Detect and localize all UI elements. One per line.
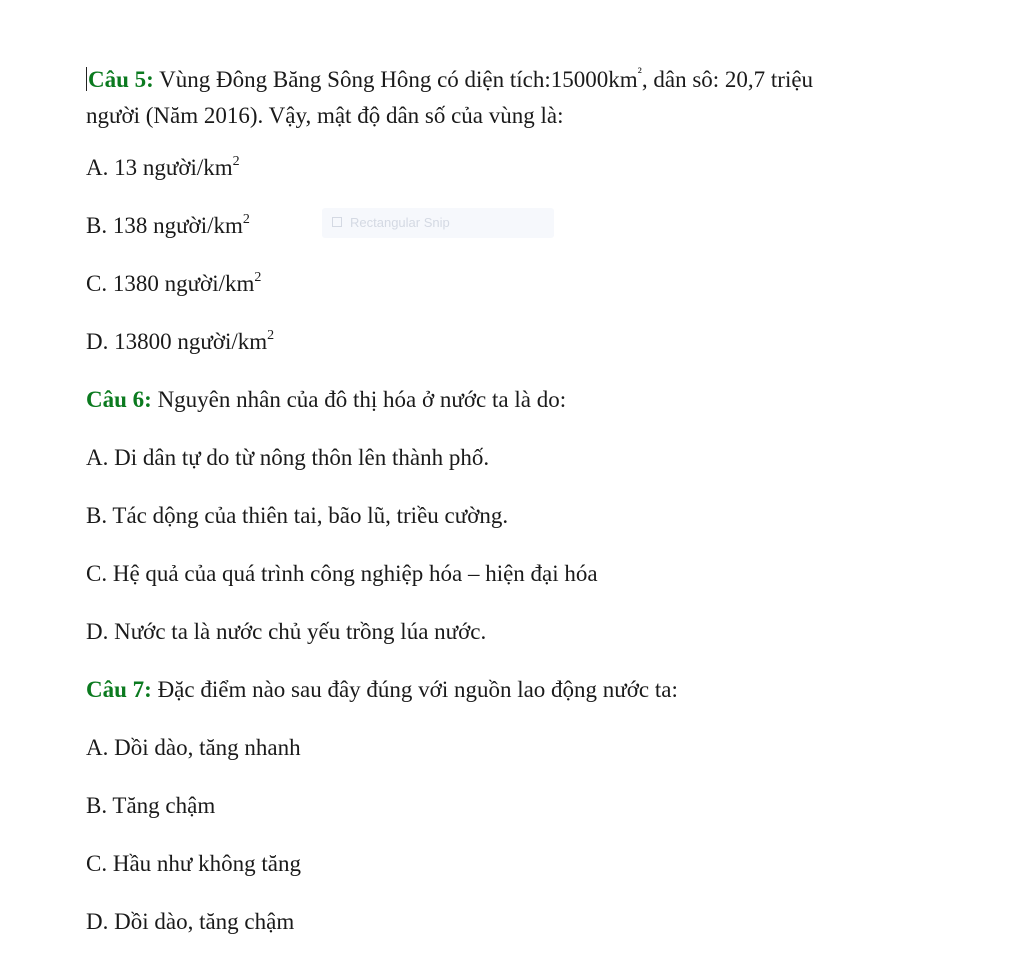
question-5-text: Vùng Đông Băng Sông Hông có diện tích:15000km bbox=[153, 67, 638, 92]
snip-label: Rectangular Snip bbox=[350, 215, 450, 230]
question-6-label: Câu 6: bbox=[86, 387, 152, 412]
rectangular-snip-overlay[interactable] bbox=[322, 208, 554, 238]
question-5-label: Câu 5: bbox=[88, 67, 154, 92]
question-5-stem bbox=[86, 62, 966, 134]
question-5-text-line2: người (Năm 2016). Vậy, mật độ dân số của vùng là: bbox=[86, 103, 564, 128]
q5-option-d: D. 13800 người/$km^2$ bbox=[86, 328, 275, 354]
question-6-text: Nguyên nhân của đô thị hóa ở nước ta là do: bbox=[151, 387, 567, 412]
q5-option-b: B. 138 người/$km^2$ bbox=[86, 212, 250, 238]
question-5-exponent: ² bbox=[637, 66, 642, 81]
question-5-text-rest: , dân sô: 20,7 triệu bbox=[641, 67, 814, 92]
q6-option-a: A. Di dân tự do từ nông thôn lên thành phố. bbox=[86, 445, 490, 470]
q6-option-c: C. Hệ quả của quá trình công nghiệp hóa – hiện đại hóa bbox=[86, 561, 598, 586]
document-page bbox=[86, 62, 966, 937]
q6-option-d: D. Nước ta là nước chủ yếu trồng lúa nước. bbox=[86, 619, 487, 644]
q6-option-b: B. Tác dộng của thiên tai, bão lũ, triều cường. bbox=[86, 503, 509, 528]
question-7-text: Đặc điểm nào sau đây đúng với nguồn lao động nước ta: bbox=[151, 677, 678, 702]
q7-option-b: B. Tăng chậm bbox=[86, 793, 216, 818]
q7-option-c: C. Hầu như không tăng bbox=[86, 851, 301, 876]
question-7-label: Câu 7: bbox=[86, 677, 152, 702]
question-7-stem bbox=[86, 675, 966, 705]
q7-option-d: D. Dồi dào, tăng chậm bbox=[86, 909, 295, 934]
q5-option-c: C. 1380 người/$km^2$ bbox=[86, 270, 262, 296]
q7-option-a: A. Dồi dào, tăng nhanh bbox=[86, 735, 301, 760]
question-6-stem bbox=[86, 385, 966, 415]
snip-icon bbox=[332, 217, 342, 227]
q5-option-a: A. 13 người/$km^2$ bbox=[86, 154, 240, 180]
text-cursor bbox=[86, 67, 87, 91]
